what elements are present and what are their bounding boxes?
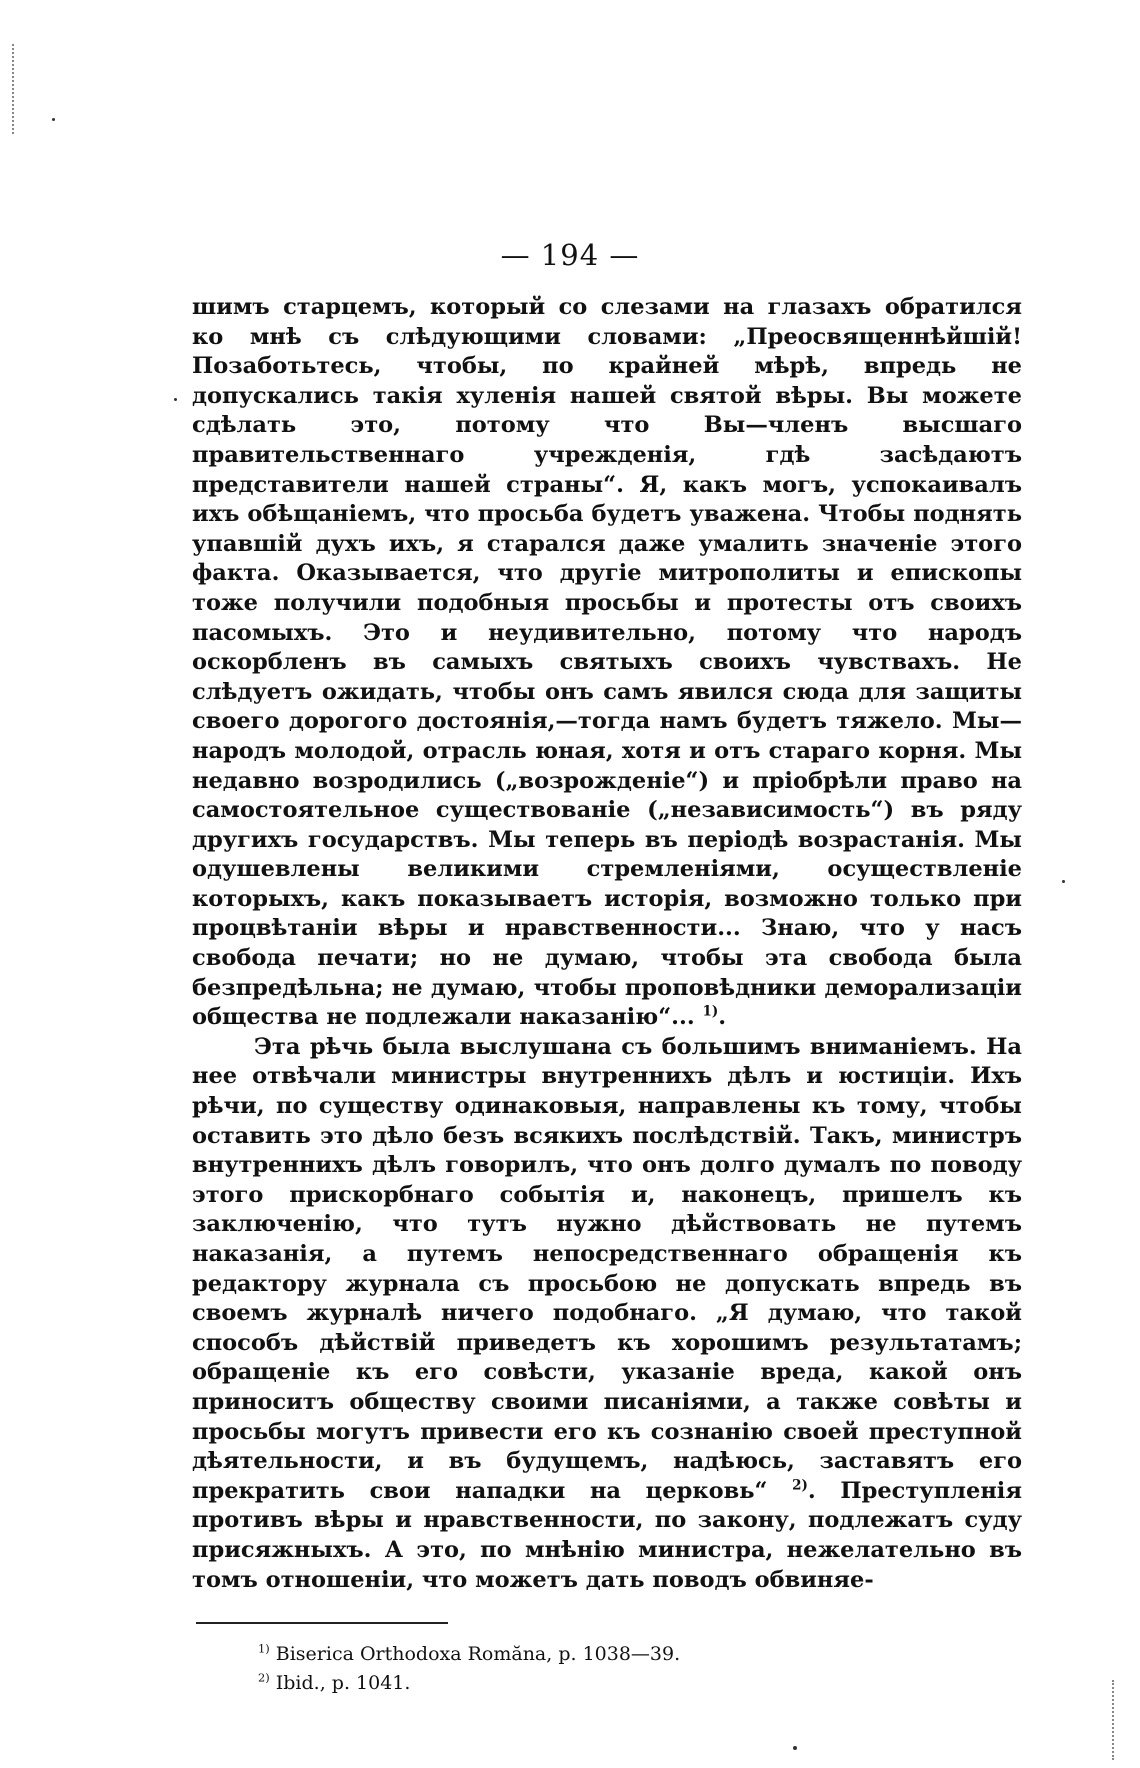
- paragraph-2-tail: . Преступленія противъ вѣры и нравственности, по закону, подлежатъ суду присяжныхъ. А это, по мнѣнію министра, нежелательно въ томъ отношеніи, что можетъ дать поводъ обвиняе-: [192, 1477, 1022, 1593]
- print-speck: [793, 1746, 797, 1750]
- print-speck: [52, 118, 55, 121]
- paragraph-2: [192, 1033, 1022, 1595]
- paragraph-1-text: шимъ старцемъ, который со слезами на глазахъ обратился ко мнѣ съ слѣдующими словами: „Преосвященнѣйшій! Позаботьтесь, чтобы, по крайней мѣрѣ, впредь не допускались такія хуленія нашей святой вѣры. Вы можете сдѣлать это, потому что Вы—членъ высшаго правительственнаго учрежденія, гдѣ засѣдаютъ представители нашей страны“. Я, какъ могъ, успокаивалъ ихъ обѣщаніемъ, что просьба будетъ уважена. Чтобы поднять упавшій духъ ихъ, я старался даже умалить значеніе этого факта. Оказывается, что другіе митрополиты и епископы тоже получили подобныя просьбы и протесты отъ своихъ пасомыхъ. Это и неудивительно, потому что народъ оскорбленъ въ самыхъ святыхъ своихъ чувствахъ. Не слѣдуетъ ожидать, чтобы онъ самъ явился сюда для защиты своего дорогого достоянія,—тогда намъ будетъ тяжело. Мы—народъ молодой, отрасль юная, хотя и отъ стараго корня. Мы недавно возродились („возрожденіе“) и пріобрѣли право на самостоятельное существованіе („независимость“) въ ряду другихъ государствъ. Мы теперь въ періодѣ возрастанія. Мы одушевлены великими стремленіями, осуществленіе которыхъ, какъ показываетъ исторія, возможно только при процвѣтаніи вѣры и нравственности... Знаю, что у насъ свобода печати; но не думаю, чтобы эта свобода была безпредѣльна; не думаю, чтобы проповѣдники деморализаціи общества не подлежали наказанію“...: [192, 294, 1022, 1031]
- scan-edge-mark: [1112, 1680, 1114, 1760]
- scan-edge-mark: [12, 44, 14, 134]
- footnote-2: [258, 1669, 958, 1698]
- paragraph-1: [192, 293, 1022, 1033]
- footnote-text: Biserica Orthodoxa Romăna, p. 1038—39.: [275, 1643, 681, 1665]
- footnote-1: [258, 1640, 958, 1669]
- page-number: — 194 —: [500, 238, 640, 272]
- paragraph-1-tail: .: [718, 1004, 727, 1031]
- print-speck: [174, 398, 177, 401]
- footnote-text: Ibid., p. 1041.: [275, 1672, 411, 1694]
- footnotes: [258, 1640, 958, 1698]
- footnote-mark: 1): [258, 1641, 270, 1656]
- paragraph-2-text: Эта рѣчь была выслушана съ большимъ вниманіемъ. На нее отвѣчали министры внутреннихъ дѣлъ и юстиціи. Ихъ рѣчи, по существу одинаковыя, направлены къ тому, чтобы оставить это дѣло безъ всякихъ послѣдствій. Такъ, министръ внутреннихъ дѣлъ говорилъ, что онъ долго думалъ по поводу этого прискорбнаго событія и, наконецъ, пришелъ къ заключенію, что тутъ нужно дѣйствовать не путемъ наказанія, а путемъ непосредственнаго обращенія къ редактору журнала съ просьбою не допускать впредь въ своемъ журналѣ ничего подобнаго. „Я думаю, что такой способъ дѣйствій приведетъ къ хорошимъ результатамъ; обращеніе къ его совѣсти, указаніе вреда, какой онъ приноситъ обществу своими писаніями, а также совѣты и просьбы могутъ привести его къ сознанію своей преступной дѣятельности, и въ будущемъ, надѣюсь, заставятъ его прекратить свои нападки на церковь“: [192, 1033, 1022, 1504]
- footnote-ref-2: 2): [792, 1477, 808, 1494]
- footnote-mark: 2): [258, 1670, 270, 1685]
- footnote-divider: [196, 1622, 448, 1624]
- main-text: [192, 293, 1022, 1595]
- print-speck: [1062, 880, 1065, 883]
- footnote-ref-1: 1): [702, 1003, 719, 1020]
